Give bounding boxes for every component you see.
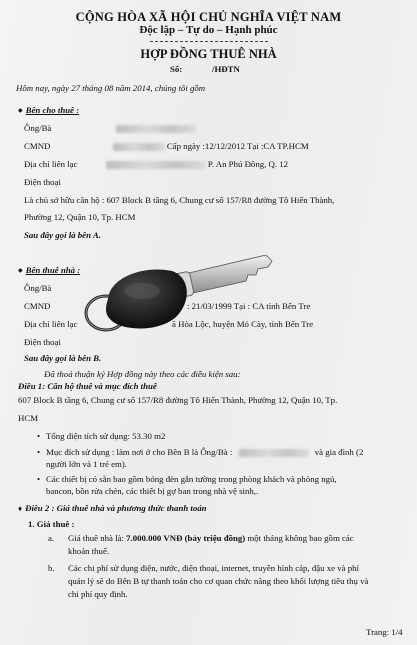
clause-a-mark: a. bbox=[48, 533, 55, 543]
redacted-tenant-name bbox=[239, 449, 309, 457]
party-b-owner: Ông/Bà bbox=[24, 283, 52, 293]
clause-a-line-2: khoản thuế. bbox=[68, 546, 110, 556]
party-a-ownership-2: Phường 12, Quận 10, Tp. HCM bbox=[24, 212, 136, 222]
party-a-called: Sau đây gọi là bên A. bbox=[24, 230, 101, 240]
party-b-phone: Điện thoại bbox=[24, 337, 61, 347]
clause-b-line-3: chi phí quy định. bbox=[68, 589, 128, 599]
redacted-name bbox=[116, 125, 196, 133]
contract-number: /HĐTN bbox=[212, 64, 240, 74]
article-1-purpose-cont: người lớn và 1 trẻ em). bbox=[46, 459, 128, 469]
document-title: HỢP ĐỒNG THUÊ NHÀ bbox=[140, 47, 277, 61]
intro-line: Hôm nay, ngày 27 tháng 08 năm 2014, chúng tôi gồm bbox=[16, 83, 206, 93]
nation-title: CỘNG HÒA XÃ HỘI CHỦ NGHĨA VIỆT NAM bbox=[75, 10, 342, 24]
header-divider bbox=[150, 41, 268, 42]
article-1-line-1: 607 Block B tầng 6, Chung cư số 157/R8 đường Tô Hiến Thành, Phường 12, Quận 10, Tp. bbox=[18, 395, 338, 405]
clause-b-mark: b. bbox=[48, 563, 55, 573]
agreement-line: Đã thoả thuận ký Hợp đồng này theo các điều kiện sau: bbox=[44, 369, 241, 379]
party-b-called: Sau đây gọi là bên B. bbox=[24, 353, 102, 363]
party-a-owner: Ông/Bà bbox=[24, 123, 196, 133]
article-1-equipment: • Các thiết bị có sẵn bao gồm bóng đèn gắn tường trong phòng khách và phòng ngủ, bbox=[46, 474, 337, 484]
party-a-heading: ◆ Bên cho thuê : bbox=[18, 105, 80, 115]
redacted-id bbox=[113, 143, 165, 151]
article-1-line-2: HCM bbox=[18, 413, 39, 423]
clause-b-line-1: Các chi phí sử dụng điện, nước, điện thoại, internet, truyền hình cáp, đậu xe và phí bbox=[68, 563, 359, 573]
clause-b-line-2: quản lý sẽ do Bên B tự thanh toán cho cơ quan chức năng theo khối lượng tiêu thụ và bbox=[68, 576, 369, 586]
party-b-id-issue: : 21/03/1999 Tại : CA tỉnh Bến Tre bbox=[187, 301, 311, 311]
page-number: Trang: 1/4 bbox=[366, 627, 403, 637]
party-a-phone: Điện thoại bbox=[24, 177, 61, 187]
article-1-purpose: • Mục đích sử dụng : làm nơi ở cho Bên B là Ông/Bà : và gia đình (2 bbox=[46, 447, 363, 457]
party-b-address: ã Hòa Lộc, huyện Mỏ Cày, tỉnh Bến Tre bbox=[172, 319, 314, 329]
article-2-title: ♦ Điều 2 : Giá thuê nhà và phương thức thanh toán bbox=[18, 503, 207, 513]
clause-a-line-1: Giá thuê nhà là: 7.000.000 VNĐ (bảy triệu đồng) một tháng không bao gồm các bbox=[68, 533, 354, 543]
key-photo bbox=[80, 255, 280, 337]
article-1-area: • Tổng diện tích sử dụng: 53.30 m2 bbox=[46, 431, 165, 441]
party-a-address: Địa chỉ liên lạc P. An Phú Đông, Q. 12 bbox=[24, 159, 289, 169]
contract-number-label: Số: bbox=[170, 64, 183, 74]
article-1-title: Điều 1: Căn hộ thuê và mục đích thuê bbox=[18, 381, 157, 391]
article-1-equipment-cont: bancon, bồn rửa chén, các thiết bị gợ ban trong nhà vệ sinh,. bbox=[46, 486, 259, 496]
article-2-sub-1: 1. Giá thuê : bbox=[28, 519, 75, 529]
motto: Độc lập – Tự do – Hạnh phúc bbox=[139, 24, 278, 36]
party-b-id-label: CMND bbox=[24, 301, 51, 311]
redacted-address bbox=[106, 161, 206, 169]
party-b-heading: ◆ Bên thuê nhà : bbox=[18, 265, 81, 275]
party-a-id: CMND Cấp ngày :12/12/2012 Tại :CA TP.HCM bbox=[24, 141, 309, 151]
party-a-ownership-1: Là chủ sở hữu căn hộ : 607 Block B tầng 6, Chung cư số 157/R8 đường Tô Hiến Thành, bbox=[24, 195, 335, 205]
party-b-address-label: Địa chỉ liên lạc bbox=[24, 319, 78, 329]
